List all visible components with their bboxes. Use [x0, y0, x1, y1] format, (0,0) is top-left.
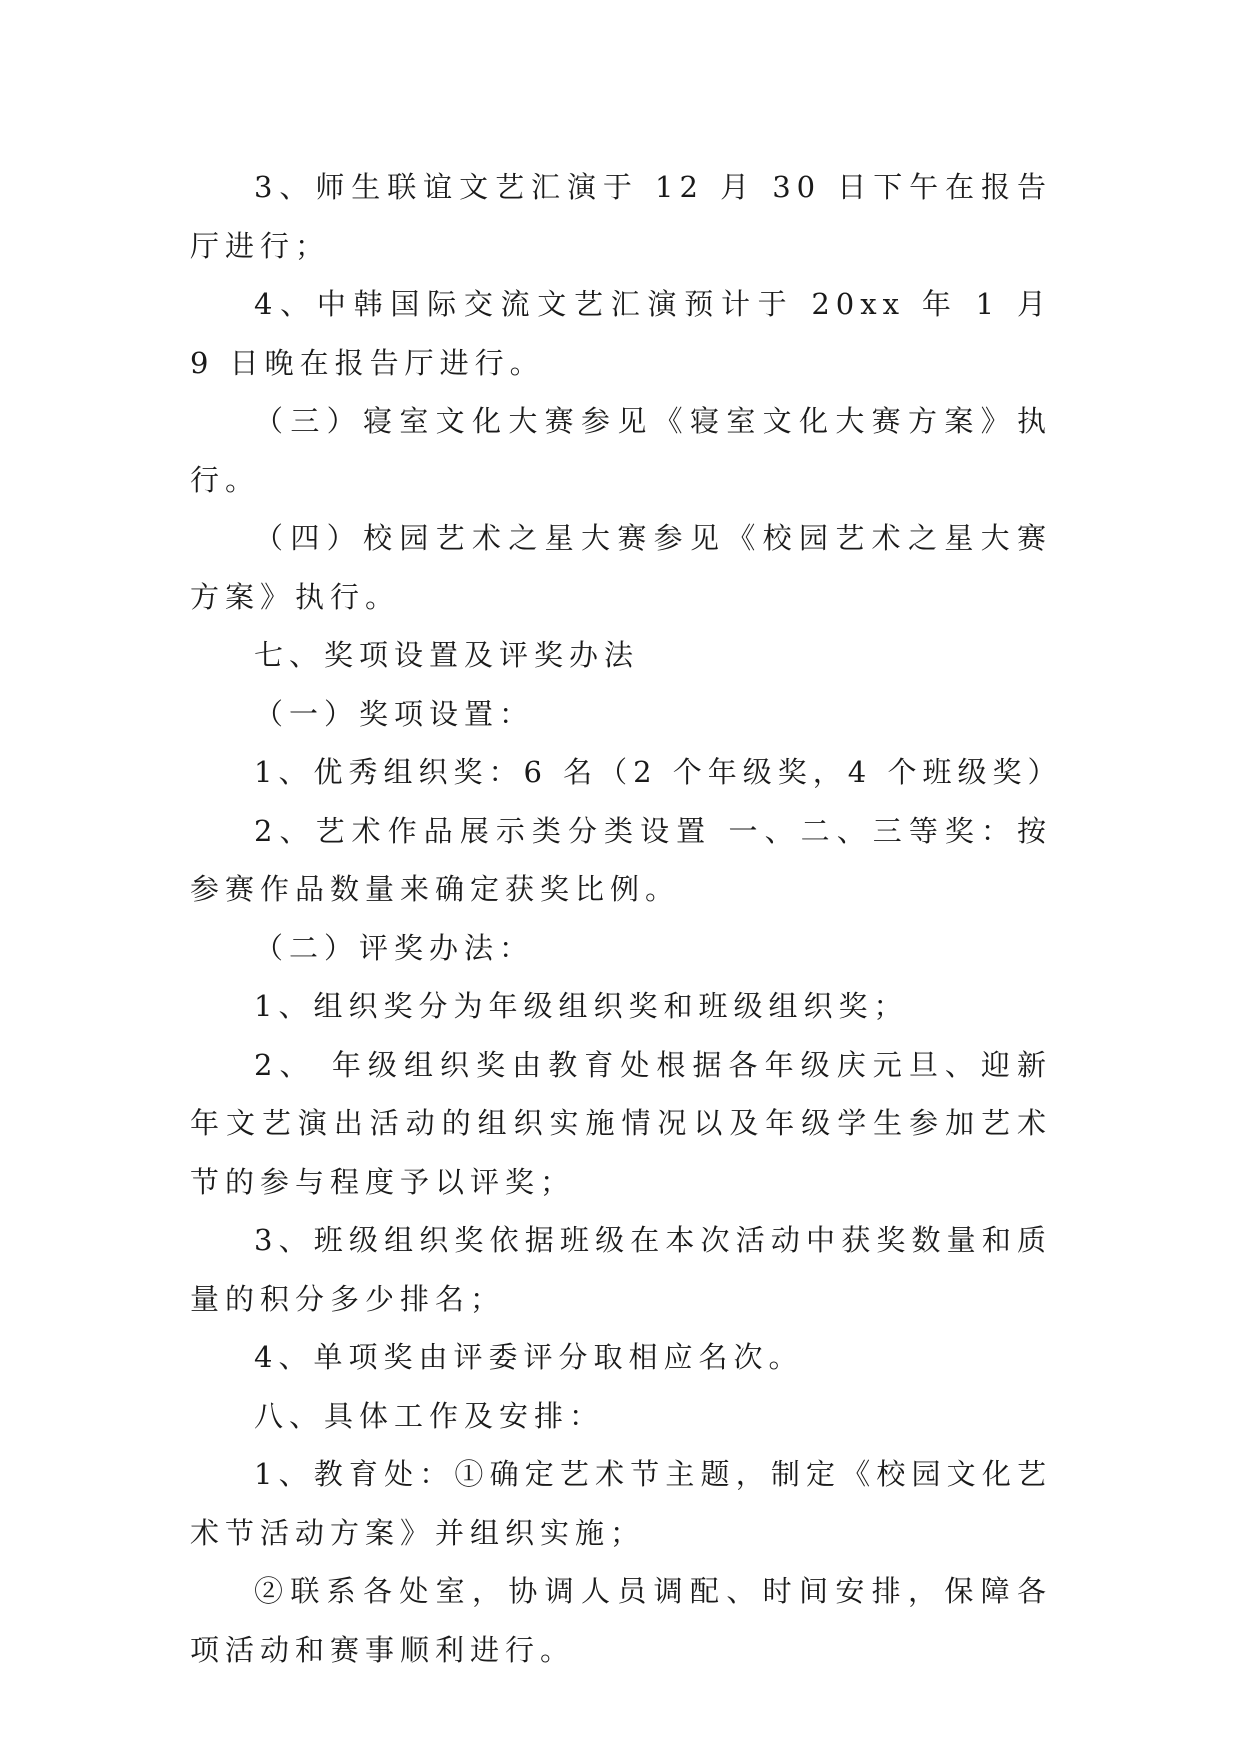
paragraph: 1、优秀组织奖：6 名（2 个年级奖，4 个班级奖）: [254, 755, 1063, 789]
paragraph: 2、 年级组织奖由教育处根据各年级庆元旦、迎新年文艺演出活动的组织实施情况以及年级学生参加艺术节的参与程度予以评奖；: [190, 1047, 1052, 1199]
paragraph: 3、师生联谊文艺汇演于 12 月 30 日下午在报告厅进行；: [190, 170, 1052, 263]
section-heading: 八、具体工作及安排：: [254, 1398, 605, 1433]
paragraph: 1、教育处：①确定艺术节主题，制定《校园文化艺术节活动方案》并组织实施；: [190, 1457, 1052, 1550]
subsection-heading: （二）评奖办法：: [254, 930, 535, 965]
paragraph: 3、班级组织奖依据班级在本次活动中获奖数量和质量的积分多少排名；: [190, 1223, 1052, 1316]
paragraph: （三）寝室文化大赛参见《寝室文化大赛方案》执行。: [190, 404, 1052, 497]
paragraph: 1、组织奖分为年级组织奖和班级组织奖；: [254, 989, 909, 1023]
paragraph: 4、中韩国际交流文艺汇演预计于 20xx 年 1 月 9 日晚在报告厅进行。: [190, 287, 1052, 380]
paragraph: ②联系各处室，协调人员调配、时间安排，保障各项活动和赛事顺利进行。: [190, 1574, 1052, 1667]
section-heading: 七、奖项设置及评奖办法: [254, 638, 640, 672]
paragraph: 2、艺术作品展示类分类设置 一、二、三等奖：按参赛作品数量来确定获奖比例。: [190, 813, 1052, 906]
paragraph: 4、单项奖由评委评分取相应名次。: [254, 1340, 804, 1374]
subsection-heading: （一）奖项设置：: [254, 696, 535, 731]
document-body: [190, 158, 1063, 1679]
paragraph: （四）校园艺术之星大赛参见《校园艺术之星大赛方案》执行。: [190, 521, 1052, 614]
